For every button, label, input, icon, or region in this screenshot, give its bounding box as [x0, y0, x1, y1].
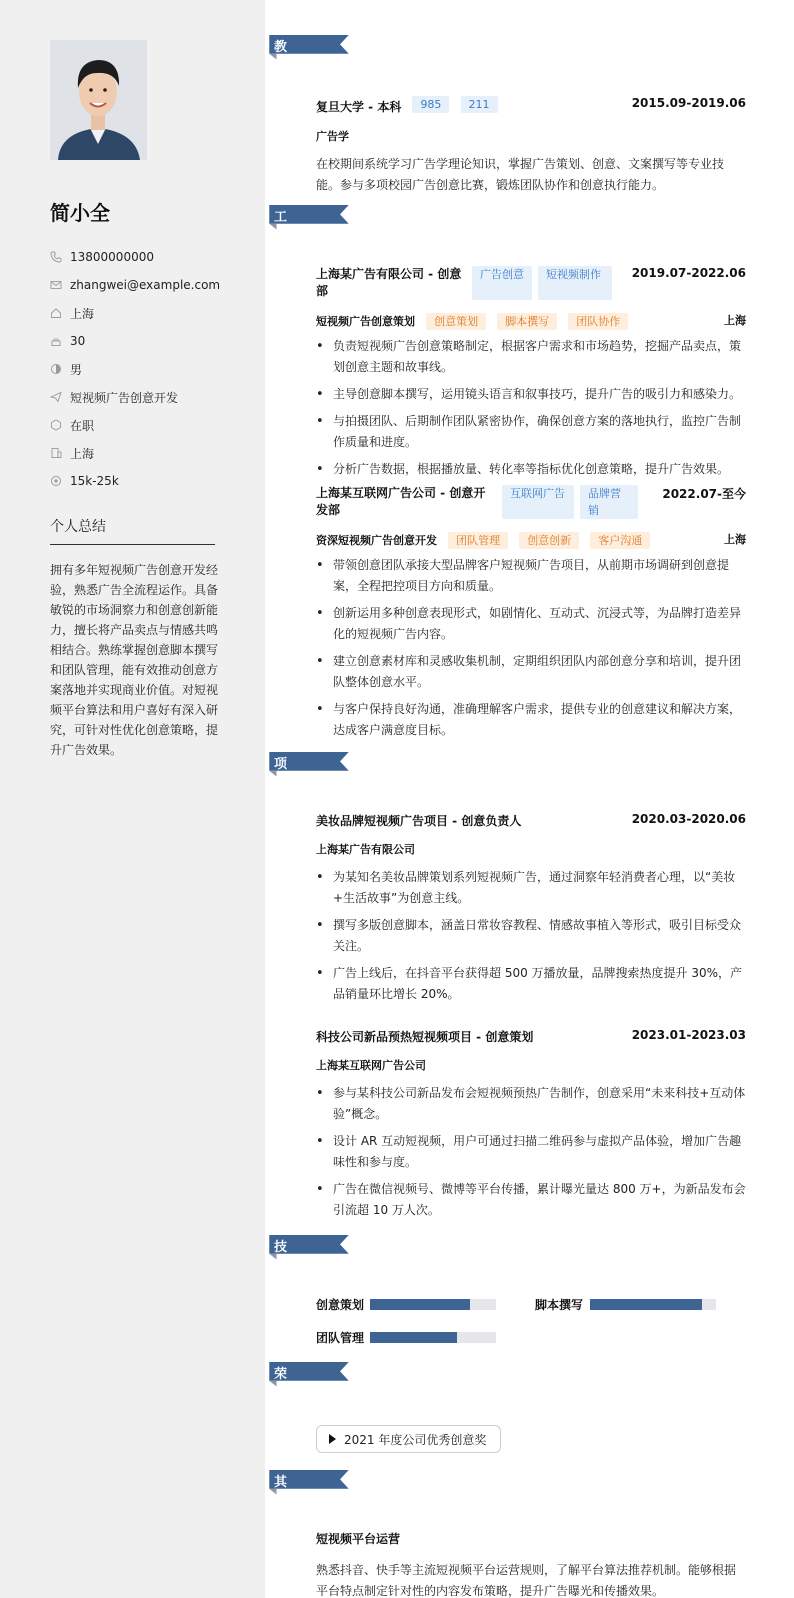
info-row: [50, 411, 220, 439]
major: 广告学: [316, 130, 349, 143]
profile-name: 简小全: [50, 201, 110, 225]
skill-bar-fill: [590, 1299, 702, 1310]
summary-text: 拥有多年短视频广告创意开发经验，熟悉广告全流程运作。具备敏锐的市场洞察力和创意创新能力，擅长将产品卖点与情感共鸣相结合。熟练掌握创意脚本撰写和团队管理，能有效推动创意方案落地并实现商业价值。对短视频平台算法和用户喜好有深入研究，可针对性优化创意策略，提升广告效果。: [50, 563, 219, 757]
status-icon: [50, 419, 62, 431]
award-label: 2021 年度公司优秀创意奖: [344, 1432, 487, 1447]
list-item: • 参与某科技公司新品发布会短视频预热广告制作，创意采用“未来科技+互动体验”概念。: [316, 1083, 746, 1125]
list-item: • 负责短视频广告创意策略制定，根据客户需求和市场趋势，挖掘产品卖点，策划创意主题和故事线。: [316, 336, 746, 378]
skill-bar: [370, 1299, 496, 1310]
skill-bar: [590, 1299, 716, 1310]
project-date: 2020.03-2020.06: [631, 812, 746, 826]
info-row: [50, 299, 220, 327]
skill-bar-fill: [370, 1332, 457, 1343]
project-duties: [316, 867, 746, 1005]
list-item: • 建立创意素材库和灵感收集机制，定期组织团队内部创意分享和培训，提升团队整体创意水平。: [316, 651, 746, 693]
info-text: 短视频广告创意开发: [70, 390, 179, 405]
skill-tag: 创意策划: [426, 313, 486, 330]
salary-icon: [50, 475, 62, 487]
avatar: [50, 40, 147, 160]
work-date: 2022.07-至今: [662, 487, 746, 501]
list-item: • 与客户保持良好沟通，准确理解客户需求，提供专业的创意建议和解决方案，达成客户满意度目标。: [316, 699, 746, 741]
skill-bar-fill: [370, 1299, 470, 1310]
project-name: 科技公司新品预热短视频项目 - 创意策划: [316, 1030, 534, 1044]
position-title: 资深短视频广告创意开发: [316, 534, 437, 547]
list-item: • 撰写多版创意脚本，涵盖日常妆容教程、情感故事植入等形式，吸引目标受众关注。: [316, 915, 746, 957]
project-company: 上海某广告有限公司: [316, 843, 415, 856]
section-title: 其他信息: [274, 1475, 288, 1568]
info-text: 30: [70, 334, 86, 348]
mail-icon: [50, 279, 62, 291]
education-desc: 在校期间系统学习广告学理论知识，掌握广告策划、创意、文案撰写等专业技能。参与多项校园广告创意比赛，锻炼团队协作和创意执行能力。: [316, 157, 725, 192]
work-city: 上海: [724, 533, 746, 546]
skill-name: 脚本撰写: [535, 1298, 584, 1312]
info-row: [50, 439, 220, 467]
work-entry: [316, 266, 746, 486]
send-icon: [50, 391, 62, 403]
company-tag: 短视频制作: [538, 266, 612, 300]
info-text: zhangwei@example.com: [70, 278, 221, 292]
info-text: 13800000000: [70, 250, 154, 264]
company-name: 上海某广告有限公司 - 创意部: [316, 267, 462, 298]
list-item: • 创新运用多种创意表现形式，如剧情化、互动式、沉浸式等，为品牌打造差异化的短视频广告内容。: [316, 603, 746, 645]
play-icon: [329, 1434, 336, 1444]
work-duties: [316, 336, 746, 480]
company-tag: 广告创意: [472, 266, 532, 300]
skill-name: 创意策划: [316, 1298, 365, 1312]
info-text: 15k-25k: [70, 474, 119, 488]
list-item: • 主导创意脚本撰写，运用镜头语言和叙事技巧，提升广告的吸引力和感染力。: [316, 384, 746, 405]
list-item: • 广告在微信视频号、微博等平台传播，累计曝光量达 800 万+，为新品发布会引流超 10 万人次。: [316, 1179, 746, 1221]
skill-name: 团队管理: [316, 1331, 365, 1345]
school-tag: 985: [412, 96, 449, 113]
info-row: [50, 327, 220, 355]
info-text: 在职: [70, 418, 95, 433]
skill-tag: 创意创新: [519, 532, 579, 549]
company-name: 上海某互联网广告公司 - 创意开发部: [316, 486, 486, 517]
sidebar: [0, 0, 265, 1598]
info-row: [50, 355, 220, 383]
list-item: • 分析广告数据，根据播放量、转化率等指标优化创意策略，提升广告效果。: [316, 459, 746, 480]
skill-tag: 团队管理: [448, 532, 508, 549]
phone-icon: [50, 251, 62, 263]
position-title: 短视频广告创意策划: [316, 315, 415, 328]
avatar-photo: [50, 40, 147, 160]
info-list: [50, 243, 220, 495]
school-tag: 211: [461, 96, 498, 113]
section-title: 工作经历: [274, 210, 288, 303]
project-company: 上海某互联网广告公司: [316, 1059, 426, 1072]
list-item: • 设计 AR 互动短视频，用户可通过扫描二维码参与虚拟产品体验，增加广告趣味性和参与度。: [316, 1131, 746, 1173]
work-city: 上海: [724, 314, 746, 327]
other-title: 短视频平台运营: [316, 1532, 401, 1546]
info-text: 男: [70, 362, 83, 377]
info-text: 上海: [70, 306, 95, 321]
list-item: • 为某知名美妆品牌策划系列短视频广告，通过洞察年轻消费者心理，以“美妆+生活故事”为创意主线。: [316, 867, 746, 909]
project-entry: [316, 1028, 746, 1227]
project-duties: [316, 1083, 746, 1221]
cake-icon: [50, 335, 62, 347]
education-date: 2015.09-2019.06: [631, 96, 746, 110]
info-text: 上海: [70, 446, 95, 461]
skill-bar: [370, 1332, 496, 1343]
project-date: 2023.01-2023.03: [631, 1028, 746, 1042]
work-date: 2019.07-2022.06: [631, 266, 746, 280]
info-row: [50, 243, 220, 271]
work-entry: [316, 485, 746, 747]
skill-tag: 团队协作: [568, 313, 628, 330]
company-tag: 互联网广告: [502, 485, 574, 519]
education-entry: [316, 96, 746, 196]
project-name: 美妆品牌短视频广告项目 - 创意负责人: [316, 814, 522, 828]
company-tag: 品牌营销: [580, 485, 638, 519]
section-title: 荣誉奖项: [274, 1367, 288, 1460]
summary-title: 个人总结: [50, 519, 106, 535]
info-row: [50, 271, 220, 299]
list-item: • 广告上线后，在抖音平台获得超 500 万播放量，品牌搜索热度提升 30%，产品销量环比增长 20%。: [316, 963, 746, 1005]
gender-icon: [50, 363, 62, 375]
home-icon: [50, 307, 62, 319]
skill-tag: 脚本撰写: [497, 313, 557, 330]
section-title: 项目经历: [274, 757, 288, 850]
award-item[interactable]: [316, 1425, 501, 1453]
other-desc: 熟悉抖音、快手等主流短视频平台运营规则，了解平台算法推荐机制。能够根据平台特点制定针对性的内容发布策略，提升广告曝光和传播效果。: [316, 1563, 737, 1598]
school-name: 复旦大学 - 本科: [316, 100, 402, 114]
skill-tag: 客户沟通: [590, 532, 650, 549]
project-entry: [316, 812, 746, 1011]
work-duties: [316, 555, 746, 741]
list-item: • 与拍摄团队、后期制作团队紧密协作，确保创意方案的落地执行，监控广告制作质量和进度。: [316, 411, 746, 453]
info-row: [50, 467, 220, 495]
section-title: 技能专长: [274, 1240, 288, 1333]
other-entry: [316, 1530, 746, 1598]
summary-divider: [50, 544, 215, 545]
info-row: [50, 383, 220, 411]
section-title: 教育经历: [274, 40, 288, 133]
building-icon: [50, 447, 62, 459]
list-item: • 带领创意团队承接大型品牌客户短视频广告项目，从前期市场调研到创意提案，全程把控项目方向和质量。: [316, 555, 746, 597]
